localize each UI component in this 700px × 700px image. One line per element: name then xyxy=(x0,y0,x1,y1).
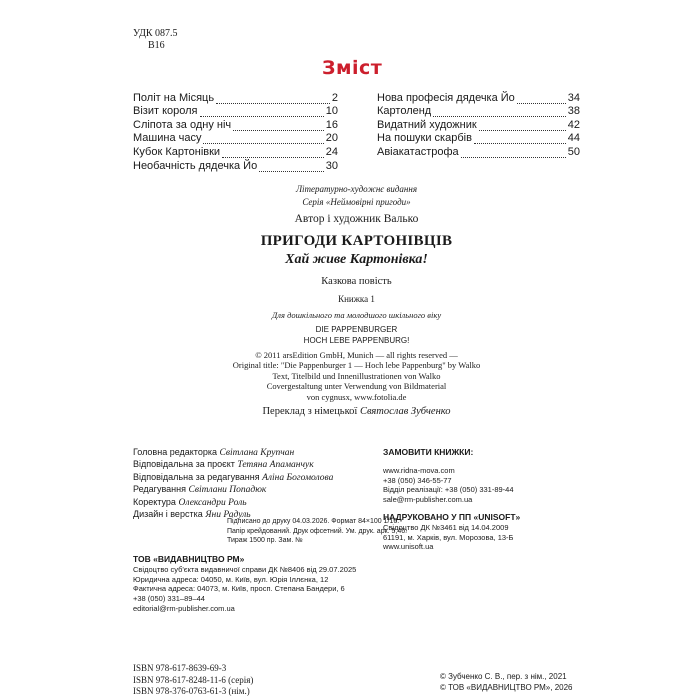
toc-leader xyxy=(474,134,566,144)
toc-title: Візит короля xyxy=(133,105,198,118)
toc-leader xyxy=(433,107,566,117)
credit-line xyxy=(133,447,333,459)
toc-entry xyxy=(377,144,580,158)
printed-website: www.unisoft.ua xyxy=(383,542,434,552)
series-line: Серія «Неймовірні пригоди» xyxy=(302,197,411,207)
toc-leader xyxy=(233,121,324,131)
toc-page: 10 xyxy=(325,105,338,118)
edition-type: Літературно-художнє видання xyxy=(295,184,418,194)
book-subtitle: Хай живе Картонівка! xyxy=(285,252,428,267)
toc-entry xyxy=(377,117,580,131)
publisher-line: Свідоцтво суб'єкта видавничої справи ДК №8406 від 29.07.2025 xyxy=(133,564,357,574)
copyright-line: © Зубченко С. В., пер. з нім., 2021 xyxy=(440,672,567,681)
order-heading: ЗАМОВИТИ КНИЖКИ: xyxy=(383,447,474,457)
credit-role: Коректура xyxy=(133,496,176,507)
toc-title: Кубок Картонівки xyxy=(133,145,221,158)
publisher-line: Фактична адреса: 04073, м. Київ, просп. Степана Бандери, 6 xyxy=(133,584,345,594)
toc-leader xyxy=(222,148,324,158)
original-title-line: DIE PAPPENBURGER xyxy=(315,325,398,334)
signature-line: Підписано до друку 04.03.2026. Формат 84×100 1/16. xyxy=(227,518,400,525)
credit-line xyxy=(133,497,333,509)
toc-page: 30 xyxy=(325,159,338,172)
toc-leader xyxy=(461,148,566,158)
credit-name: Олександри Роль xyxy=(178,497,247,508)
toc-leader xyxy=(216,94,330,104)
rights-line: Text, Titelbild und Innenillustrationen von Walko xyxy=(272,370,441,381)
toc-page: 42 xyxy=(567,118,580,131)
toc-entry xyxy=(377,104,580,118)
toc-title: Авіакатастрофа xyxy=(377,145,459,158)
toc-page: 20 xyxy=(325,132,338,145)
isbn-block xyxy=(133,663,253,698)
toc-page: 24 xyxy=(325,145,338,158)
toc-entry xyxy=(133,104,338,118)
toc-entry xyxy=(133,158,338,172)
credit-name: Яни Радуль xyxy=(205,510,251,521)
publisher-line: Юридична адреса: 04050, м. Київ, вул. Юрія Іллєнка, 12 xyxy=(133,574,329,584)
toc-title: На пошуки скарбів xyxy=(377,132,472,145)
translation-label: Переклад з німецької xyxy=(262,406,358,417)
bbk-code: В16 xyxy=(148,40,165,51)
publisher-block xyxy=(133,555,356,614)
credit-line xyxy=(133,484,333,496)
print-signature-block xyxy=(227,517,407,546)
isbn-line: ISBN 978-617-8248-11-6 (серія) xyxy=(133,674,254,685)
order-website: www.ridna-mova.com xyxy=(383,465,455,475)
toc-page: 50 xyxy=(567,145,580,158)
contents-heading: Зміст xyxy=(322,57,383,79)
order-phone: +38 (050) 346-55-77 xyxy=(383,475,452,485)
publisher-name: ТОВ «ВИДАВНИЦТВО РМ» xyxy=(133,554,245,564)
copyright-line: © ТОВ «ВИДАВНИЦТВО РМ», 2026 xyxy=(440,682,573,692)
toc-page: 16 xyxy=(325,118,338,131)
order-block xyxy=(383,448,520,552)
toc-title: Картоленд xyxy=(377,105,432,118)
credit-line xyxy=(133,459,333,471)
rights-block xyxy=(133,350,580,402)
toc-entry xyxy=(377,131,580,145)
publisher-line: +38 (050) 331–89–44 xyxy=(133,594,205,604)
rights-line: von cygnusx, www.fotolia.de xyxy=(306,391,407,402)
toc-title: Необачність дядечка Йо xyxy=(133,159,258,172)
toc-title: Нова професія дядечка Йо xyxy=(377,91,515,104)
credit-role: Головна редакторка xyxy=(133,447,217,457)
toc-left-column xyxy=(133,90,338,172)
credits-block xyxy=(133,447,333,521)
credit-role: Відповідальна за проєкт xyxy=(133,459,235,470)
audience-line: Для дошкільного та молодшого шкільного віку xyxy=(271,310,442,320)
credit-name: Тетяна Апаманчук xyxy=(237,460,314,471)
copyright-block xyxy=(440,672,573,693)
toc-entry xyxy=(377,90,580,104)
toc-page: 2 xyxy=(331,91,338,104)
toc-page: 34 xyxy=(567,91,580,104)
toc-page: 38 xyxy=(567,105,580,118)
toc-entry xyxy=(133,117,338,131)
author-line: Автор і художник Валько xyxy=(294,213,419,225)
toc-leader xyxy=(517,94,566,104)
printed-line: Свідоцтво ДК №3461 від 14.04.2009 xyxy=(383,522,509,532)
credit-name: Аліна Богомолова xyxy=(262,472,334,483)
toc-leader xyxy=(259,162,324,172)
printed-line: 61191, м. Харків, вул. Морозова, 13-Б xyxy=(383,532,514,542)
credit-line xyxy=(133,472,333,484)
toc-entry xyxy=(133,144,338,158)
toc-leader xyxy=(200,107,324,117)
translation-line xyxy=(133,406,580,417)
isbn-line: ISBN 978-617-8639-69-3 xyxy=(133,663,227,673)
toc-leader xyxy=(203,134,323,144)
credit-role: Відповідальна за редагування xyxy=(133,471,260,482)
toc-entry xyxy=(133,131,338,145)
toc-entry xyxy=(133,90,338,104)
toc-title: Видатний художник xyxy=(377,118,477,131)
toc-title: Політ на Місяць xyxy=(133,91,215,104)
original-subtitle-line: HOCH LEBE PAPPENBURG! xyxy=(303,336,410,345)
udk-code: УДК 087.5 xyxy=(133,28,178,39)
udk-block xyxy=(133,28,178,52)
isbn-line: ISBN 978-376-0763-61-3 (нім.) xyxy=(133,686,250,696)
toc-title: Машина часу xyxy=(133,132,202,145)
credit-role: Редагування xyxy=(133,484,186,495)
credit-role: Дизайн і верстка xyxy=(133,509,203,520)
book-number: Книжка 1 xyxy=(338,294,375,304)
order-email: sale@rm-publisher.com.ua xyxy=(383,495,473,505)
toc-right-column xyxy=(377,90,580,158)
rights-line: © 2011 arsEdition GmbH, Munich — all rights reserved — xyxy=(255,350,458,360)
credit-name: Світлани Попадюк xyxy=(188,485,267,496)
translator-name: Святослав Зубченко xyxy=(359,406,451,417)
credit-name: Світлана Крупчан xyxy=(219,448,295,458)
toc-title: Сліпота за одну ніч xyxy=(133,118,232,131)
rights-line: Original title: "Die Pappenburger 1 — Hoch lebe Pappenburg" by Walko xyxy=(232,360,481,371)
order-sales-phone: Відділ реалізації: +38 (050) 331-89-44 xyxy=(383,485,514,495)
publisher-email: editorial@rm-publisher.com.ua xyxy=(133,603,235,613)
toc-leader xyxy=(479,121,566,131)
printed-heading: НАДРУКОВАНО У ПП «UNISOFT» xyxy=(383,511,521,522)
book-title: ПРИГОДИ КАРТОНІВЦІВ xyxy=(260,233,453,249)
rights-line: Covergestaltung unter Verwendung von Bildmaterial xyxy=(266,381,447,392)
toc-page: 44 xyxy=(567,132,580,145)
genre-line: Казкова повість xyxy=(321,276,392,287)
signature-line: Папір крейдований. Друк офсетний. Ум. друк. арк. 5,46. xyxy=(227,527,408,535)
signature-line: Тираж 1500 пр. Зам. № xyxy=(227,537,303,544)
